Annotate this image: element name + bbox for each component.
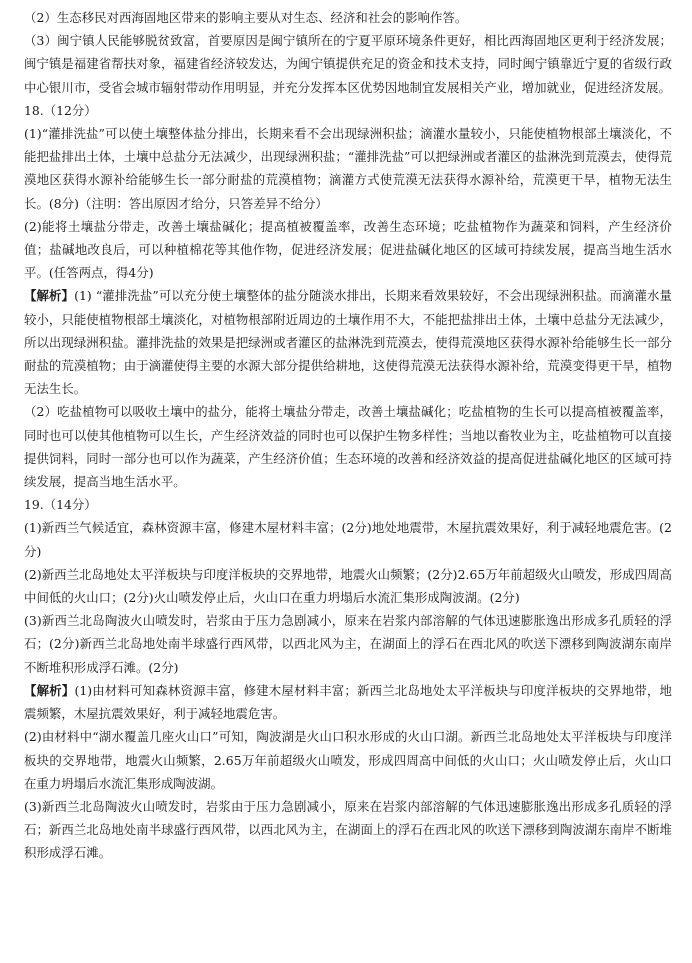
q19-heading: 19.（14分）: [24, 497, 97, 513]
q19-analysis-part2: (2)由材料中“湖水覆盖几座火山口”可知，陶波湖是火山口积水形成的火山口湖。新西兰北岛地处太平洋板块与印度洋板块的交界地带，地震火山频繁，2.65万年前超级火山喷发，形成四周高中间低的火山口；火山喷发停止后，火山口在重力坍塌后水流汇集形成陶波湖。: [24, 729, 672, 791]
q19-analysis-part1: [24, 679, 672, 725]
q18-analysis-part2: （2）吃盐植物可以吸收土壤中的盐分，能将土壤盐分带走，改善土壤盐碱化；吃盐植物的生长可以提高植被覆盖率，同时也可以使其他植物可以生长，产生经济效益的同时也可以保护生物多样性；当地以畜牧业为主，吃盐植物可以直接提供饲料，同时一部分也可以作为蔬菜，产生经济价值；生态环境的改善和经济效益的提高促进盐碱化地区的区域可持续发展，提高当地生活水平。: [24, 404, 672, 490]
q18-part2-answer: (2)能将土壤盐分带走，改善土壤盐碱化；提高植被覆盖率，改善生态环境；吃盐植物作为蔬菜和饲料，产生经济价值；盐碱地改良后，可以种植棉花等其他作物，促进经济发展；促进盐碱化地区的区域可持续发展，提高当地生活水平。(任答两点，得4分): [24, 218, 672, 281]
q18-heading: 18.（12分）: [24, 102, 97, 118]
analysis-tag: 【解析】: [24, 288, 75, 304]
q19-part3-answer: (3)新西兰北岛陶波火山喷发时，岩浆由于压力急剧减小，原来在岩浆内部溶解的气体迅速膨胀逸出形成多孔质轻的浮石；(2分)新西兰北岛地处南半球盛行西风带，以西北风为主，在湖面上的浮石在西北风的吹送下漂移到陶波湖东南岸不断堆积形成浮石滩。(2分): [24, 613, 672, 675]
analysis-text: (1)由材料可知森林资源丰富，修建木屋材料丰富；新西兰北岛地处太平洋板块与印度洋板块的交界地带，地震频繁，木屋抗震效果好，利于减轻地震危害。: [24, 682, 672, 722]
q19-analysis-part3: (3)新西兰北岛陶波火山喷发时，岩浆由于压力急剧减小，原来在岩浆内部溶解的气体迅速膨胀逸出形成多孔质轻的浮石；新西兰北岛地处南半球盛行西风带，以西北风为主，在湖面上的浮石在西北风的吹送下漂移到陶波湖东南岸不断堆积形成浮石滩。: [24, 798, 672, 861]
q17-part3-answer: （3）闽宁镇人民能够脱贫致富，首要原因是闽宁镇所在的宁夏平原环境条件更好，相比西海固地区更利于经济发展；闽宁镇是福建省帮扶对象，福建省经济较发达，为闽宁镇提供充足的资金和技术支持，同时闽宁镇靠近宁夏的省级行政中心银川市，受省会城市辐射带动作用明显，并充分发挥本区优势因地制宜发展相关产业，增加就业，促进经济发展。: [24, 33, 672, 95]
q19-part1-answer: (1)新西兰气候适宜，森林资源丰富，修建木屋材料丰富；(2分)地处地震带，木屋抗震效果好，利于减轻地震危害。(2分): [24, 520, 672, 559]
q18-part1-answer: (1)“灌排洗盐”可以使土壤整体盐分排出，长期来看不会出现绿洲积盐；滴灌水量较小，只能使植物根部土壤淡化，不能把盐排出土体，土壤中总盐分无法减少，出现绿洲积盐；“灌排洗盐”可以把绿洲或者灌区的盐淋洗到荒漠去，使得荒漠地区获得水源补给能够生长一部分耐盐的荒漠植物；滴灌方式使荒漠无法获得水源补给，荒漠更干旱，植物无法生长。(8分)（注明：答出原因才给分，只答差异不给分）: [24, 126, 672, 211]
q18-analysis-part1: [24, 284, 672, 400]
q19-part2-answer: (2)新西兰北岛地处太平洋板块与印度洋板块的交界地带，地震火山频繁；(2分)2.65万年前超级火山喷发，形成四周高中间低的火山口；(2分)火山喷发停止后，火山口在重力坍塌后水流汇集形成陶波湖。(2分): [24, 566, 672, 606]
analysis-text: (1) “灌排洗盐”可以充分使土壤整体的盐分随淡水排出，长期来看效果较好，不会出现绿洲积盐。而滴灌水量较小，只能使植物根部土壤淡化，对植物根部附近周边的土壤作用不大，不能把盐排出土体，土壤中总盐分无法减少，所以出现绿洲积盐。灌排洗盐的效果是把绿洲或者灌区的盐淋洗到荒漠去，使得荒漠地区获得水源补给能够生长一部分耐盐的荒漠植物；由于滴灌使得主要的水源大部分提供给耕地，这使得荒漠无法获得水源补给，荒漠变得更干旱，植物无法生长。: [24, 288, 672, 397]
analysis-tag: 【解析】: [24, 682, 75, 698]
q17-part2-answer: （2）生态移民对西海固地区带来的影响主要从对生态、经济和社会的影响作答。: [24, 10, 468, 25]
